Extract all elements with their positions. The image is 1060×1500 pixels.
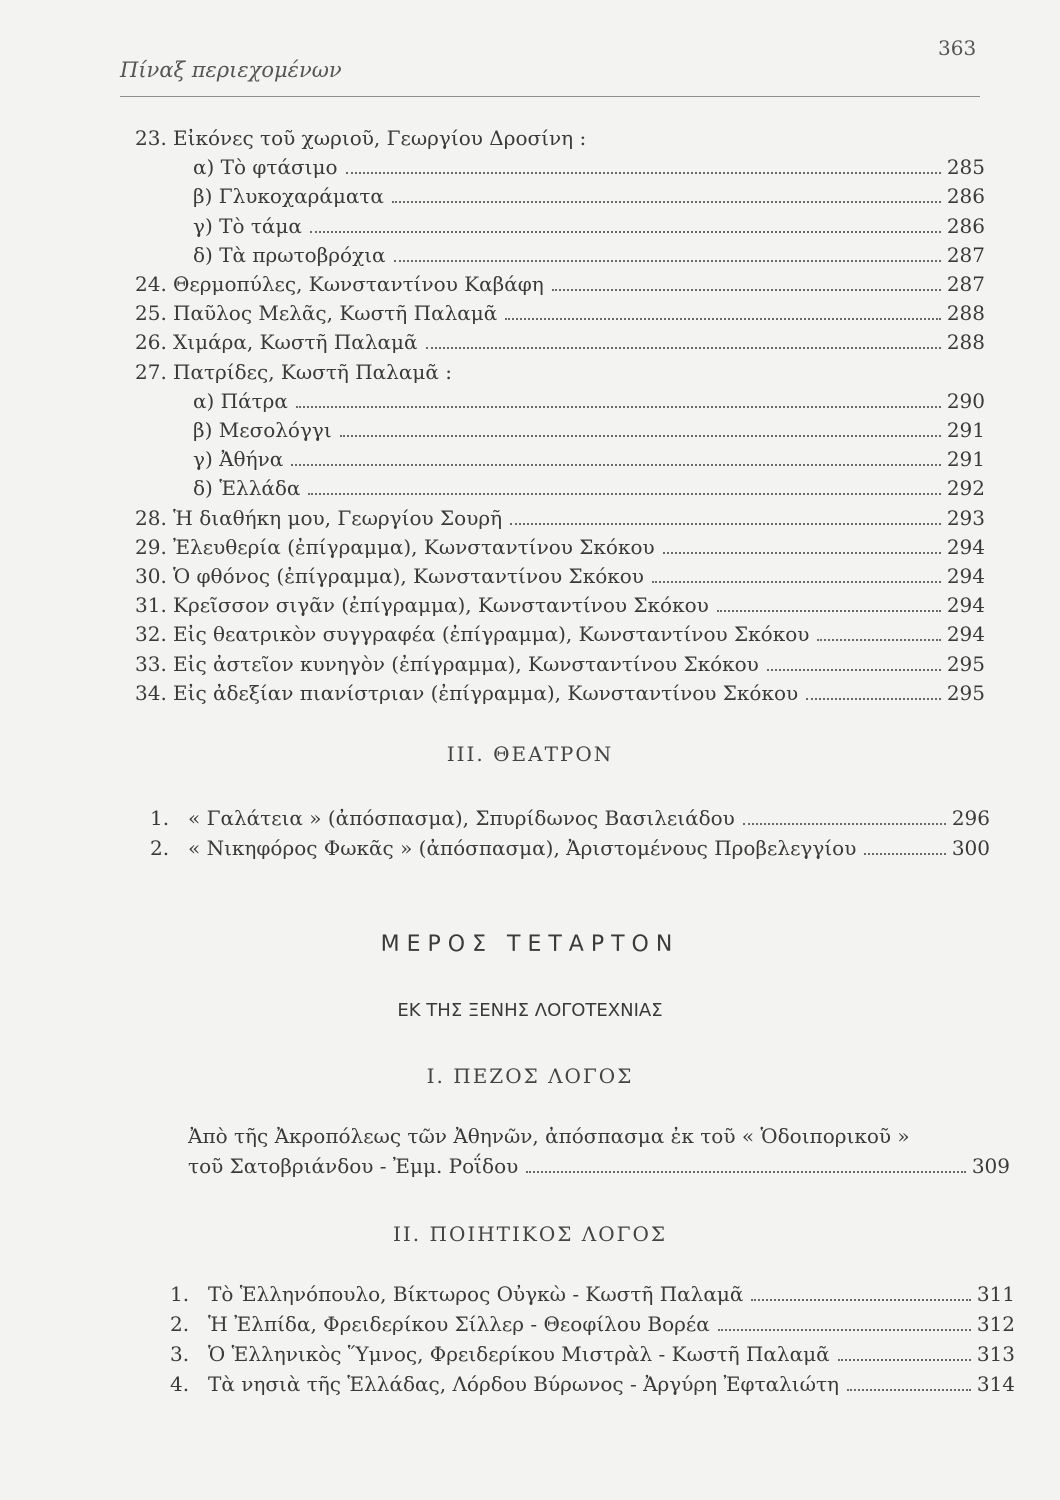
leader-dots: [310, 231, 941, 233]
toc-entry-page: 300: [951, 836, 990, 860]
leader-dots: [346, 172, 941, 174]
toc-entry-number: 33.: [135, 651, 167, 676]
part-heading: ΜΕΡΟΣ ΤΕΤΑΡΤΟΝ: [380, 932, 680, 957]
leader-dots: [505, 318, 941, 320]
leader-dots: [652, 581, 941, 583]
leader-dots: [718, 1329, 971, 1331]
toc-entry-page: 294: [946, 622, 985, 647]
toc-entry: [193, 155, 985, 179]
toc-entry-number: 4.: [170, 1372, 190, 1396]
toc-entry-page: 287: [946, 242, 985, 267]
section-heading-poetry: ΙΙ. ΠΟΙΗΤΙΚΟΣ ΛΟΓΟΣ: [392, 1222, 668, 1246]
leader-dots: [847, 1389, 971, 1391]
toc-entry: [135, 126, 985, 150]
toc-entry: [193, 214, 985, 238]
toc-entry-page: 290: [946, 388, 985, 413]
leader-dots: [392, 201, 941, 203]
toc-entry-title: γ) Τὸ τάμα: [193, 213, 302, 238]
toc-entry-page: 313: [976, 1342, 1015, 1366]
toc-entry: [170, 1312, 1015, 1336]
prose-entry-page: 309: [971, 1154, 1010, 1178]
toc-entry: [135, 681, 985, 705]
toc-entry-title: Ὁ Ἑλληνικὸς Ὕμνος, Φρειδερίκου Μιστρὰλ - Κωστῆ Παλαμᾶ: [208, 1342, 830, 1366]
toc-entry: [170, 1372, 1015, 1396]
toc-entry-number: 1.: [170, 1282, 190, 1306]
toc-entry-page: 295: [946, 651, 985, 676]
section-heading-prose: Ι. ΠΕΖΟΣ ΛΟΓΟΣ: [426, 1064, 634, 1088]
toc-entry-number: 1.: [150, 806, 170, 830]
toc-entry-title: Κρεῖσσον σιγᾶν (ἐπίγραμμα), Κωνσταντίνου Σκόκου: [173, 593, 709, 618]
toc-entry-page: 288: [946, 301, 985, 326]
toc-entry-title: Χιμάρα, Κωστῆ Παλαμᾶ: [173, 330, 418, 355]
toc-entry-title: « Γαλάτεια » (ἀπόσπασμα), Σπυρίδωνος Βασιλειάδου: [188, 806, 735, 830]
toc-entry-title: β) Γλυκοχαράματα: [193, 184, 384, 209]
toc-entry: [150, 806, 990, 830]
toc-entry-title: Εἰς θεατρικὸν συγγραφέα (ἐπίγραμμα), Κωνσταντίνου Σκόκου: [173, 622, 810, 647]
toc-entry-number: 3.: [170, 1342, 190, 1366]
toc-entry-title: δ) Τὰ πρωτοβρόχια: [193, 242, 386, 267]
toc-entry-page: 312: [976, 1312, 1015, 1336]
toc-entry-page: 286: [946, 184, 985, 209]
toc-entry-number: 30.: [135, 564, 167, 588]
toc-entry-title: Ὁ φθόνος (ἐπίγραμμα), Κωνσταντίνου Σκόκου: [173, 564, 644, 588]
toc-entry: [193, 418, 985, 442]
toc-entry-number: 29.: [135, 534, 167, 559]
toc-entry-title: Ἡ διαθήκη μου, Γεωργίου Σουρῆ: [173, 505, 503, 530]
prose-entry-title: τοῦ Σατοβριάνδου - Ἐμμ. Ροΐδου: [188, 1154, 519, 1178]
toc-entry-title: Ἐλευθερία (ἐπίγραμμα), Κωνσταντίνου Σκόκου: [173, 534, 655, 559]
leader-dots: [864, 853, 945, 855]
toc-entry-page: 294: [946, 534, 985, 559]
toc-entry: [170, 1342, 1015, 1366]
toc-entry-page: 288: [946, 330, 985, 355]
toc-entry-page: 294: [946, 564, 985, 588]
toc-entry: [193, 184, 985, 208]
toc-entry-page: 295: [946, 680, 985, 705]
toc-entry: [135, 564, 985, 588]
toc-entry-page: 291: [946, 447, 985, 472]
page-number: 363: [938, 36, 977, 60]
toc-entry-page: 286: [946, 213, 985, 238]
toc-entry: [135, 535, 985, 559]
toc-entry: [135, 360, 985, 384]
leader-dots: [663, 552, 941, 554]
toc-entry-title: α) Πάτρα: [193, 388, 288, 413]
toc-entry: [135, 652, 985, 676]
leader-dots: [767, 669, 941, 671]
prose-entry-line1: Ἀπὸ τῆς Ἀκροπόλεως τῶν Ἀθηνῶν, ἀπόσπασμα ἐκ τοῦ « Ὁδοιπορικοῦ »: [188, 1124, 910, 1148]
toc-entry-title: « Νικηφόρος Φωκᾶς » (ἀπόσπασμα), Ἀριστομένους Προβελεγγίου: [188, 836, 857, 860]
toc-entry-number: 34.: [135, 680, 167, 705]
leader-dots: [526, 1171, 966, 1173]
leader-dots: [717, 610, 941, 612]
toc-entry-number: 31.: [135, 593, 167, 618]
toc-entry-title: β) Μεσολόγγι: [193, 418, 332, 442]
toc-entry-number: 2.: [170, 1312, 190, 1336]
toc-entry: [135, 506, 985, 530]
leader-dots: [751, 1299, 970, 1301]
leader-dots: [296, 406, 941, 408]
toc-entry: [135, 622, 985, 646]
toc-entry-number: 26.: [135, 330, 167, 355]
toc-entry-title: Θερμοπύλες, Κωνσταντίνου Καβάφη: [173, 272, 544, 296]
toc-entry-title: Ἡ Ἐλπίδα, Φρειδερίκου Σίλλερ - Θεοφίλου Βορέα: [208, 1312, 710, 1336]
toc-entry: [135, 330, 985, 354]
leader-dots: [426, 347, 941, 349]
leader-dots: [394, 260, 941, 262]
toc-entry-page: 292: [946, 476, 985, 501]
leader-dots: [743, 823, 946, 825]
toc-entry-number: 24.: [135, 272, 167, 296]
toc-entry-title: Πατρίδες, Κωστῆ Παλαμᾶ :: [173, 359, 452, 384]
toc-entry-page: 296: [951, 806, 990, 830]
running-title: Πίναξ περιεχομένων: [120, 58, 342, 82]
toc-entry: [150, 836, 990, 860]
toc-entry: [170, 1282, 1015, 1306]
toc-entry-page: 293: [946, 505, 985, 530]
prose-entry-line2: [188, 1154, 1010, 1178]
leader-dots: [510, 523, 941, 525]
toc-entry: [135, 593, 985, 617]
toc-entry-number: 25.: [135, 301, 167, 326]
leader-dots: [308, 493, 940, 495]
toc-entry-page: 285: [946, 155, 985, 180]
header-rule: [120, 96, 980, 97]
leader-dots: [340, 435, 941, 437]
toc-entry-title: γ) Ἀθήνα: [193, 447, 284, 472]
toc-entry-number: 28.: [135, 505, 167, 530]
toc-entry: [193, 476, 985, 500]
toc-entry-title: Εἰς ἀδεξίαν πιανίστριαν (ἐπίγραμμα), Κωνσταντίνου Σκόκου: [173, 680, 799, 705]
toc-entry: [193, 447, 985, 471]
toc-entry-page: 287: [946, 272, 985, 296]
section-heading-theatre: ΙΙΙ. ΘΕΑΤΡΟΝ: [446, 742, 614, 766]
leader-dots: [291, 464, 941, 466]
toc-entry-number: 23.: [135, 126, 167, 150]
toc-entry: [135, 272, 985, 296]
toc-entry-title: Τὰ νησιὰ τῆς Ἑλλάδας, Λόρδου Βύρωνος - Ἀργύρη Ἐφταλιώτη: [208, 1372, 840, 1396]
toc-entry-number: 2.: [150, 836, 170, 860]
toc-entry-title: Εἰς ἀστεῖον κυνηγὸν (ἐπίγραμμα), Κωνσταντίνου Σκόκου: [173, 651, 759, 676]
toc-entry: [193, 243, 985, 267]
toc-entry-page: 314: [976, 1372, 1015, 1396]
toc-entry-page: 294: [946, 593, 985, 618]
toc-entry-title: Εἰκόνες τοῦ χωριοῦ, Γεωργίου Δροσίνη :: [173, 126, 587, 150]
toc-entry-title: α) Τὸ φτάσιμο: [193, 155, 338, 180]
leader-dots: [806, 698, 941, 700]
toc-entry: [135, 301, 985, 325]
toc-entry-page: 311: [976, 1282, 1015, 1306]
toc-entry-title: Τὸ Ἑλληνόπουλο, Βίκτωρος Οὐγκὼ - Κωστῆ Παλαμᾶ: [208, 1282, 744, 1306]
toc-entry-title: Παῦλος Μελᾶς, Κωστῆ Παλαμᾶ: [173, 301, 498, 326]
toc-entry-title: δ) Ἑλλάδα: [193, 476, 301, 501]
leader-dots: [817, 639, 940, 641]
toc-entry-page: 291: [946, 418, 985, 442]
toc-entry-number: 32.: [135, 622, 167, 647]
toc-entry: [193, 389, 985, 413]
toc-entry-number: 27.: [135, 359, 167, 384]
part-subheading: ΕΚ ΤΗΣ ΞΕΝΗΣ ΛΟΓΟΤΕΧΝΙΑΣ: [397, 1000, 663, 1021]
leader-dots: [552, 289, 941, 291]
leader-dots: [838, 1359, 971, 1361]
